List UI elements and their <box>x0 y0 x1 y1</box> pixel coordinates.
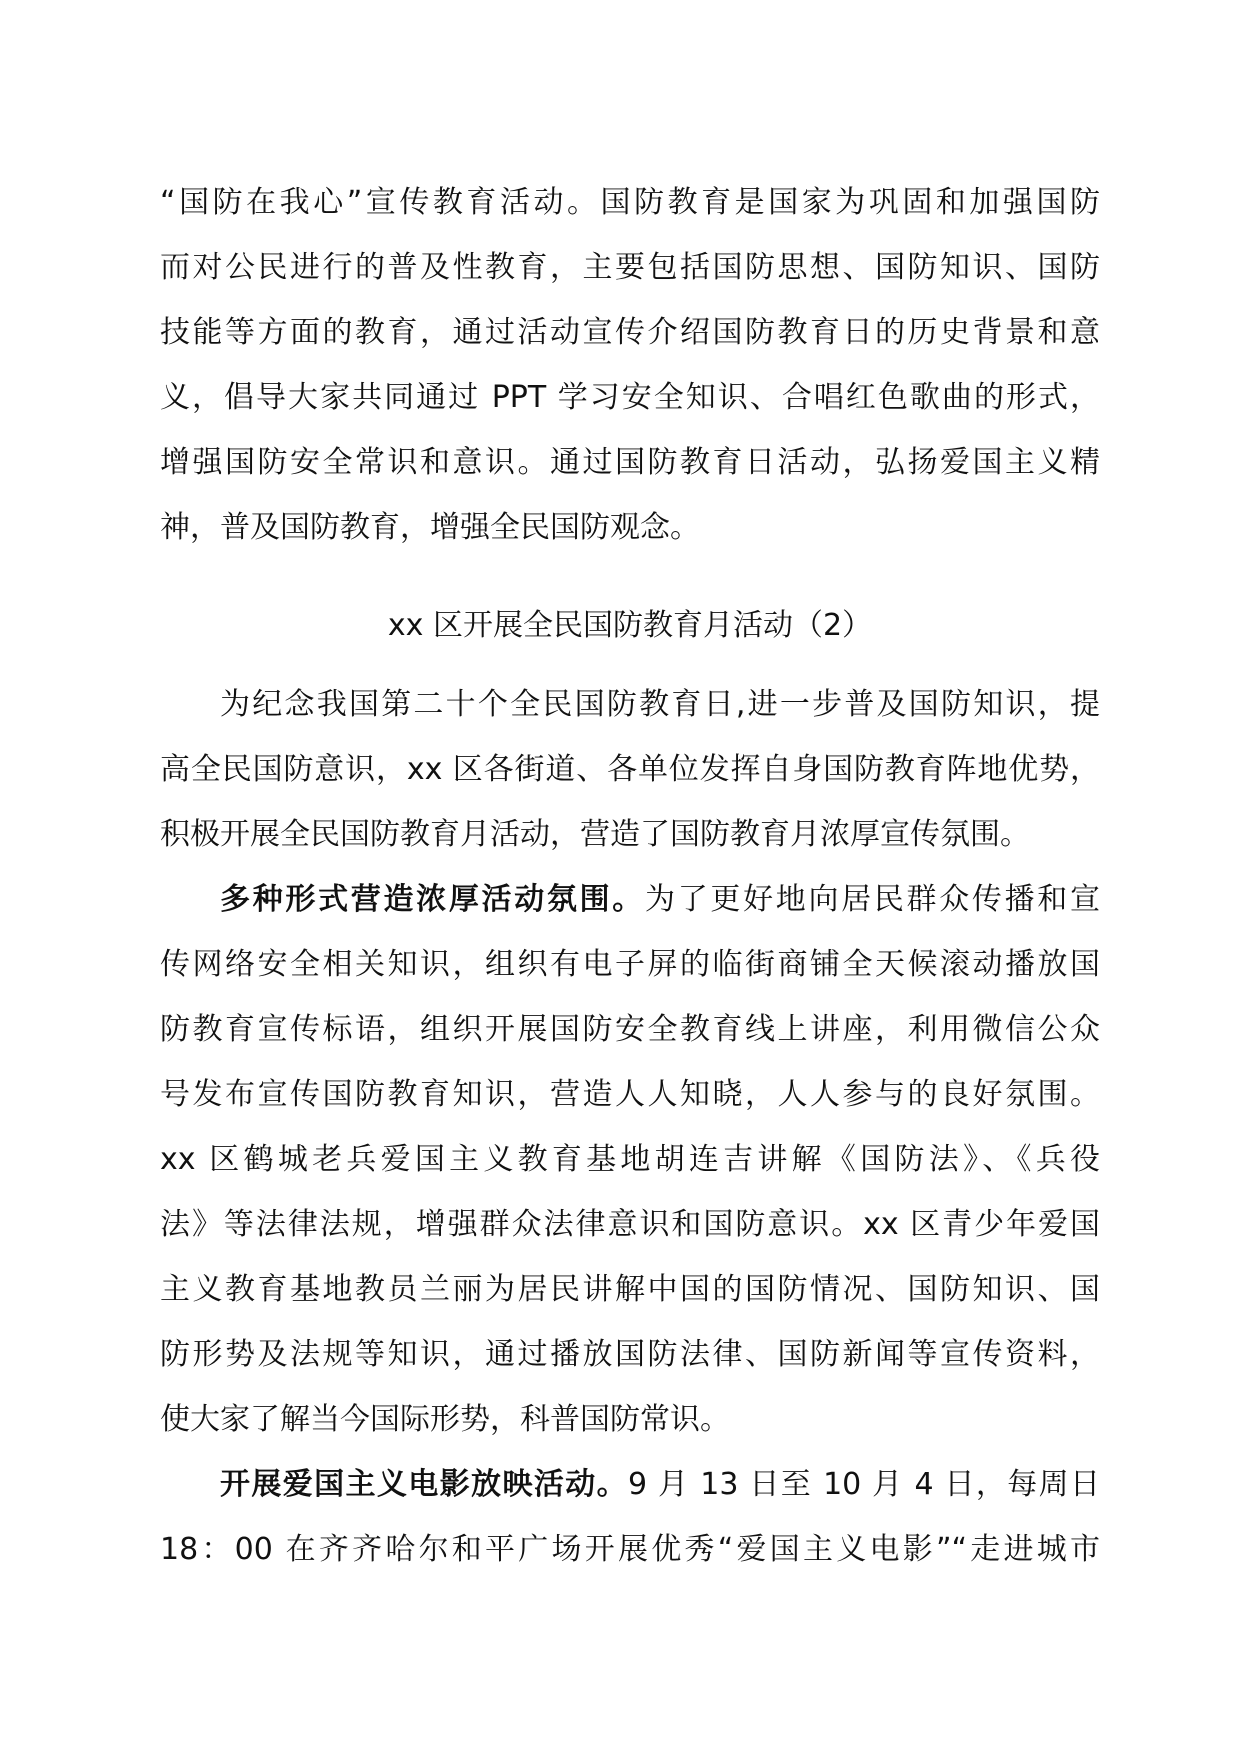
paragraph-line: 号发布宣传国防教育知识，营造人人知晓，人人参与的良好氛围。 <box>160 1077 1100 1112</box>
paragraph-lead-bold: 开展爱国主义电影放映活动。 <box>220 1467 628 1502</box>
document-page <box>160 170 1100 1582</box>
paragraph-line: 18：00 在齐齐哈尔和平广场开展优秀“爱国主义电影”“走进城市 <box>160 1532 1100 1567</box>
paragraph-line: xx 区鹤城老兵爱国主义教育基地胡连吉讲解《国防法》、《兵役 <box>160 1142 1100 1177</box>
paragraph-line: 防形势及法规等知识，通过播放国防法律、国防新闻等宣传资料， <box>160 1337 1100 1372</box>
paragraph-lead-line <box>160 1452 1100 1517</box>
paragraph-line: 防教育宣传标语，组织开展国防安全教育线上讲座，利用微信公众 <box>160 1012 1100 1047</box>
section-heading: xx 区开展全民国防教育月活动（2） <box>387 608 873 643</box>
paragraph-line: 法》等法律法规，增强群众法律意识和国防意识。xx 区青少年爱国 <box>160 1207 1100 1242</box>
paragraph-line: 而对公民进行的普及性教育，主要包括国防思想、国防知识、国防 <box>160 250 1100 285</box>
paragraph-line: 义，倡导大家共同通过 PPT 学习安全知识、合唱红色歌曲的形式， <box>160 380 1100 415</box>
paragraph-lead-text: 为了更好地向居民群众传播和宣 <box>645 882 1100 917</box>
paragraph-lead-text: 9 月 13 日至 10 月 4 日，每周日 <box>627 1467 1100 1502</box>
paragraph-line: 高全民国防意识，xx 区各街道、各单位发挥自身国防教育阵地优势， <box>160 752 1100 787</box>
paragraph-line: 积极开展全民国防教育月活动，营造了国防教育月浓厚宣传氛围。 <box>160 817 1030 852</box>
paragraph-line: 传网络安全相关知识，组织有电子屏的临街商铺全天候滚动播放国 <box>160 947 1100 982</box>
paragraph-line: 神，普及国防教育，增强全民国防观念。 <box>160 510 700 545</box>
paragraph-line: 为纪念我国第二十个全民国防教育日,进一步普及国防知识，提 <box>220 687 1100 722</box>
paragraph-line: 主义教育基地教员兰丽为居民讲解中国的国防情况、国防知识、国 <box>160 1272 1100 1307</box>
paragraph-line: 使大家了解当今国际形势，科普国防常识。 <box>160 1402 730 1437</box>
paragraph-line: 增强国防安全常识和意识。通过国防教育日活动，弘扬爱国主义精 <box>160 445 1100 480</box>
paragraph-lead-bold: 多种形式营造浓厚活动氛围。 <box>220 882 645 917</box>
paragraph-line: 技能等方面的教育，通过活动宣传介绍国防教育日的历史背景和意 <box>160 315 1100 350</box>
paragraph-lead-line <box>160 867 1100 932</box>
paragraph-line: “国防在我心”宣传教育活动。国防教育是国家为巩固和加强国防 <box>160 185 1100 220</box>
